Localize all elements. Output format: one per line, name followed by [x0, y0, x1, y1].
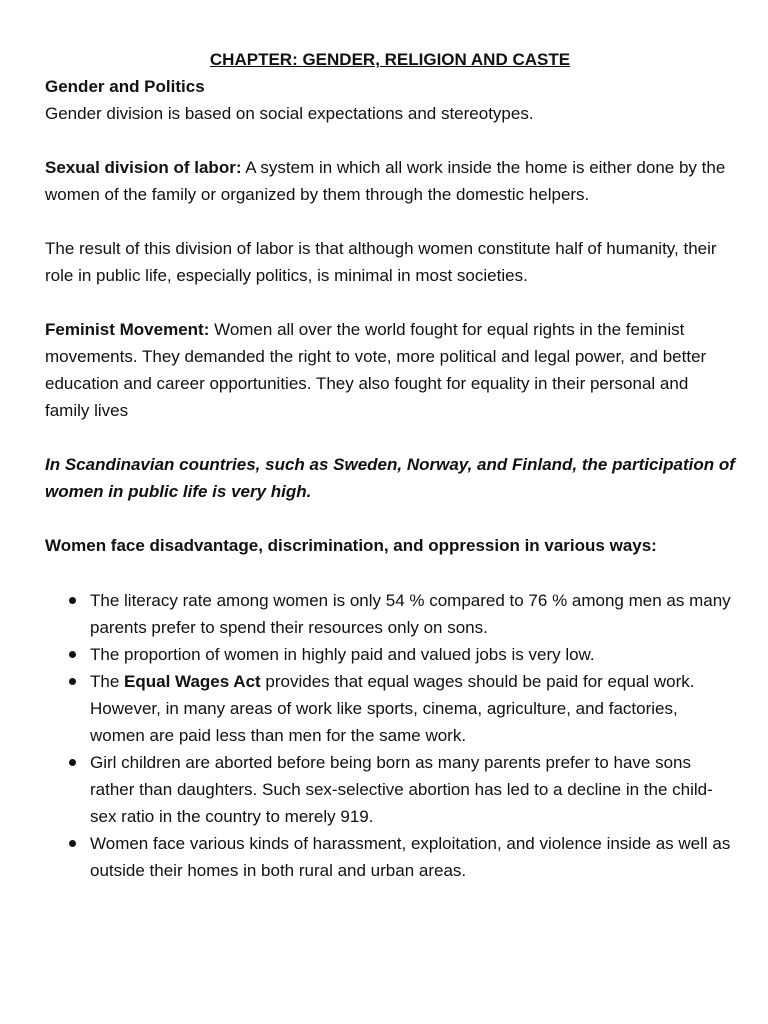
disadvantage-heading: Women face disadvantage, discrimination, and oppression in various ways:	[45, 536, 657, 555]
feminist-paragraph	[45, 316, 735, 424]
feminist-text: Women all over the world fought for equal rights in the feminist movements. They demanded the right to vote, more political and legal power, and better education and career opportunities. They also fought for equality in their personal and family lives	[45, 320, 707, 420]
list-item-text: The proportion of women in highly paid and valued jobs is very low.	[90, 645, 595, 664]
spacer	[45, 505, 735, 532]
bullet-icon	[69, 651, 76, 658]
list-item	[45, 830, 735, 884]
scandinavian-paragraph: In Scandinavian countries, such as Sweden, Norway, and Finland, the participation of women in public life is very high.	[45, 455, 735, 501]
feminist-term: Feminist Movement:	[45, 320, 210, 339]
sexual-division-text: A system in which all work inside the home is either done by the women of the family or organized by them through the domestic helpers.	[45, 158, 726, 204]
spacer	[45, 289, 735, 316]
document-page	[45, 46, 735, 884]
list-item-text: provides that equal wages should be paid for equal work. However, in many areas of work like sports, cinema, agriculture, and factories, women are paid less than men for the same work.	[90, 672, 695, 745]
spacer	[45, 208, 735, 235]
spacer	[45, 127, 735, 154]
intro-paragraph: Gender division is based on social expectations and stereotypes.	[45, 104, 534, 123]
bullet-icon	[69, 597, 76, 604]
result-paragraph: The result of this division of labor is that although women constitute half of humanity, their role in public life, especially politics, is minimal in most societies.	[45, 239, 717, 285]
list-item-text: Women face various kinds of harassment, exploitation, and violence inside as well as outside their homes in both rural and urban areas.	[90, 834, 731, 880]
list-item-text: Girl children are aborted before being born as many parents prefer to have sons rather than daughters. Such sex-selective abortion has led to a decline in the child-sex ratio in the country to merely 919.	[90, 753, 713, 826]
spacer	[45, 559, 735, 587]
list-item-text: The literacy rate among women is only 54 % compared to 76 % among men as many parents prefer to spend their resources only on sons.	[90, 591, 731, 637]
disadvantage-list	[45, 587, 735, 884]
bullet-icon	[69, 840, 76, 847]
list-item	[45, 668, 735, 749]
bullet-icon	[69, 678, 76, 685]
equal-wages-act-term: Equal Wages Act	[124, 672, 261, 691]
chapter-title: CHAPTER: GENDER, RELIGION AND CASTE	[209, 50, 571, 69]
sexual-division-term: Sexual division of labor:	[45, 158, 242, 177]
list-item-prefix: The	[90, 672, 125, 691]
sexual-division-paragraph	[45, 154, 735, 208]
list-item	[45, 587, 735, 641]
bullet-icon	[69, 759, 76, 766]
list-item	[45, 749, 735, 830]
section-heading: Gender and Politics	[45, 77, 205, 96]
spacer	[45, 424, 735, 451]
list-item	[45, 641, 735, 668]
